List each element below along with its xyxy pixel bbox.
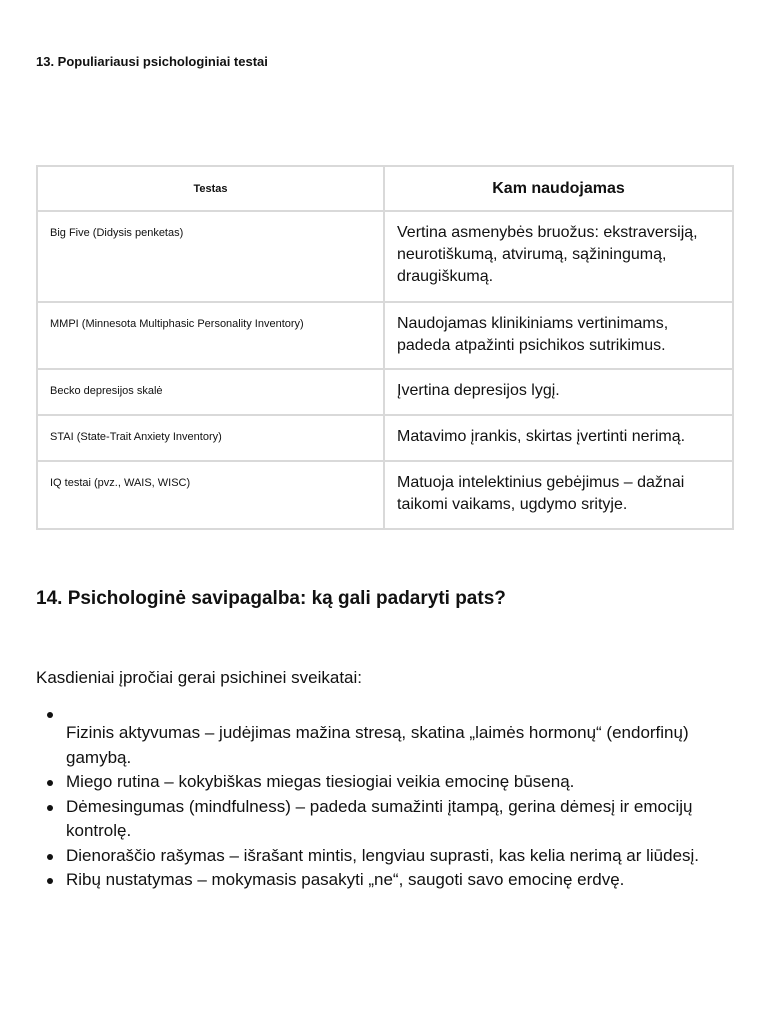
test-name: IQ testai (pvz., WAIS, WISC) [37,461,384,529]
bullet-icon [47,780,53,786]
list-item [36,708,736,770]
psych-tests-table [36,165,734,530]
section-14-title: 14. Psichologinė savipagalba: ką gali padaryti pats? [36,588,506,609]
table-row [37,461,733,529]
habits-list [36,708,736,893]
bullet-icon [47,712,53,718]
test-name: STAI (State-Trait Anxiety Inventory) [37,415,384,461]
bullet-icon [47,805,53,811]
test-use: Matavimo įrankis, skirtas įvertinti nerimą. [384,415,733,461]
test-use: Naudojamas klinikiniams vertinimams, padeda atpažinti psichikos sutrikimus. [384,302,733,369]
habit-text: Dienoraščio rašymas – išrašant mintis, lengviau suprasti, kas kelia nerimą ar liūdesį. [66,845,700,865]
list-item [36,795,736,844]
habit-text: Miego rutina – kokybiškas miegas tiesiogiai veikia emocinę būseną. [66,772,575,791]
test-use: Matuoja intelektinius gebėjimus – dažnai taikomi vaikams, ugdymo srityje. [384,461,733,529]
bullet-icon [47,878,53,884]
habit-text: Dėmesingumas (mindfulness) – padeda sumažinti įtampą, gerina dėmesį ir emocijų kontrolę. [66,796,693,840]
table-row [37,369,733,415]
table-row [37,415,733,461]
test-name: Becko depresijos skalė [37,369,384,415]
habits-intro: Kasdieniai įpročiai gerai psichinei sveikatai: [36,668,363,687]
bullet-icon [47,854,53,860]
table-row [37,302,733,369]
list-item [36,844,736,869]
section-13-title: 13. Populiariausi psichologiniai testai [36,54,268,69]
test-use: Vertina asmenybės bruožus: ekstraversiją, neurotiškumą, atvirumą, sąžiningumą, draugiškumą. [384,211,733,302]
list-item [36,770,736,795]
habit-text: Fizinis aktyvumas – judėjimas mažina stresą, skatina „laimės hormonų“ (endorfinų) gamybą. [66,723,689,767]
test-name: MMPI (Minnesota Multiphasic Personality Inventory) [37,302,384,369]
habit-text: Ribų nustatymas – mokymasis pasakyti „ne“, saugoti savo emocinę erdvę. [66,870,625,889]
test-use: Įvertina depresijos lygį. [384,369,733,415]
table-header-row [37,166,733,211]
table-row [37,211,733,302]
header-test: Testas [37,166,384,211]
header-use: Kam naudojamas [384,166,733,211]
test-name: Big Five (Didysis penketas) [37,211,384,302]
list-item [36,868,736,893]
